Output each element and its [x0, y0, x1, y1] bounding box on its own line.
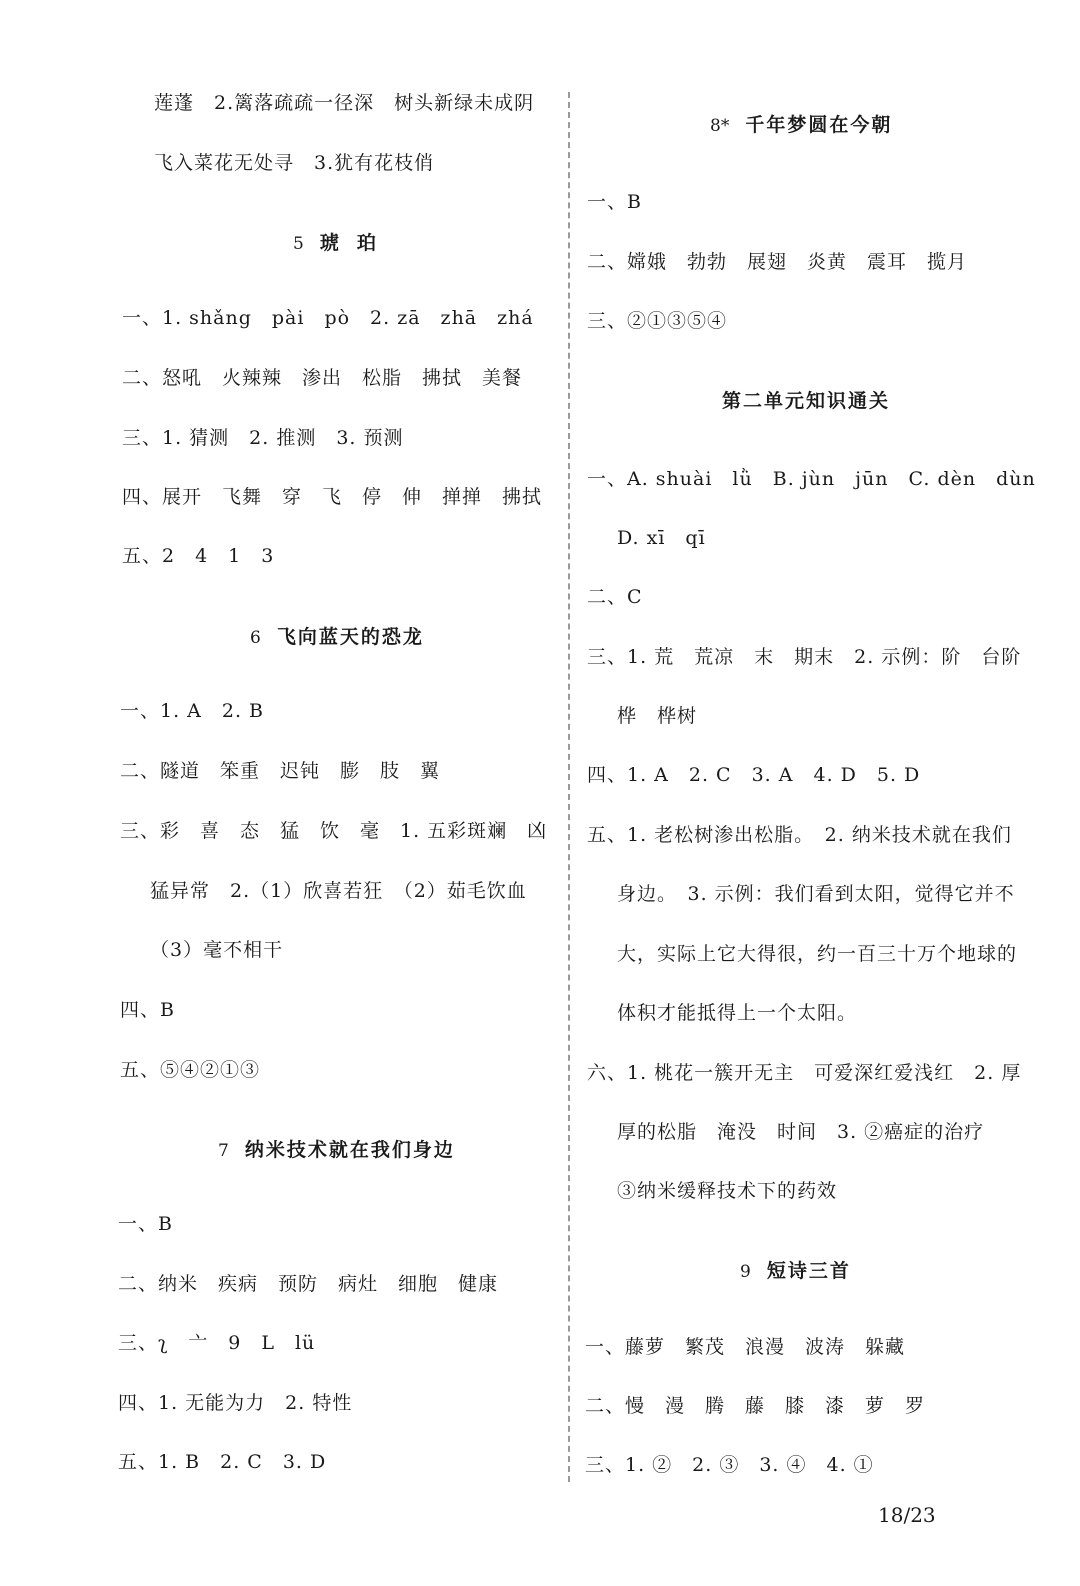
lesson-number: 6	[250, 628, 261, 648]
page-number: 18/23	[878, 1503, 936, 1527]
unit-title: 第二单元知识通关	[722, 390, 891, 412]
answer-line: ③纳米缓释技术下的药效	[617, 1180, 838, 1202]
lesson-heading-7	[218, 1138, 455, 1163]
answer-line: 一、藤萝 繁茂 浪漫 波涛 躲藏	[585, 1336, 906, 1358]
answer-line: 体积才能抵得上一个太阳。	[617, 1002, 858, 1024]
answer-line: 二、嫦娥 勃勃 展翅 炎黄 震耳 揽月	[587, 251, 968, 273]
column-divider	[568, 92, 570, 1482]
answer-line: 四、B	[120, 999, 175, 1021]
answer-line: 身边。 3. 示例：我们看到太阳，觉得它并不	[617, 883, 1015, 905]
answer-line: 五、2 4 1 3	[122, 545, 275, 567]
answer-line: 一、1. shǎng pài pò 2. zā zhā zhá	[122, 307, 534, 329]
lesson-number: 7	[218, 1141, 229, 1161]
lesson-heading-6	[250, 625, 424, 650]
answer-line: 五、1. B 2. C 3. D	[118, 1451, 327, 1473]
answer-line: 莲蓬 2.篱落疏疏一径深 树头新绿未成阴	[154, 92, 535, 114]
lesson-number: 9	[740, 1262, 751, 1282]
lesson-title: 纳米技术就在我们身边	[244, 1139, 455, 1161]
answer-line: 五、⑤④②①③	[120, 1059, 261, 1081]
answer-line: 六、1. 桃花一簇开无主 可爱深红爱浅红 2. 厚	[587, 1062, 1022, 1084]
answer-line: D. xī qī	[617, 527, 706, 549]
answer-line: 二、怒吼 火辣辣 渗出 松脂 拂拭 美餐	[122, 367, 523, 389]
lesson-title: 千年梦圆在今朝	[745, 114, 893, 136]
lesson-heading-9	[740, 1259, 851, 1284]
answer-line: 五、1. 老松树渗出松脂。 2. 纳米技术就在我们	[587, 824, 1012, 846]
answer-line: 大，实际上它大得很，约一百三十万个地球的	[617, 943, 1018, 965]
lesson-heading-8	[710, 113, 892, 138]
answer-line: 四、1. 无能为力 2. 特性	[118, 1392, 353, 1414]
unit-heading	[722, 389, 890, 413]
answer-line: （3）毫不相干	[150, 939, 284, 961]
answer-line: 三、1. ② 2. ③ 3. ④ 4. ①	[585, 1454, 874, 1476]
answer-line: 一、A. shuài lǜ B. jùn jūn C. dèn dùn	[587, 468, 1036, 490]
answer-line: 三、1. 猜测 2. 推测 3. 预测	[122, 427, 404, 449]
answer-line: 三、1. 荒 荒凉 末 期末 2. 示例：阶 台阶	[587, 646, 1022, 668]
answer-line: 桦 桦树	[617, 705, 698, 727]
answer-line: 二、隧道 笨重 迟钝 膨 肢 翼	[120, 760, 441, 782]
answer-line: 三、②①③⑤④	[587, 310, 728, 332]
answer-line: 三、彩 喜 态 猛 饮 毫 1. 五彩斑斓 凶	[120, 820, 548, 842]
answer-line: 四、1. A 2. C 3. A 4. D 5. D	[587, 764, 921, 786]
answer-line: 三、ʅ 亠 9 L lü	[118, 1332, 316, 1354]
lesson-title: 飞向蓝天的恐龙	[276, 626, 424, 648]
answer-line: 一、B	[587, 191, 642, 213]
answer-line: 一、1. A 2. B	[120, 700, 265, 722]
answer-line: 猛异常 2.（1）欣喜若狂 （2）茹毛饮血	[150, 880, 527, 902]
answer-line: 厚的松脂 淹没 时间 3. ②癌症的治疗	[617, 1121, 985, 1143]
lesson-number: 5	[293, 234, 304, 254]
lesson-heading-5	[293, 231, 394, 256]
answer-line: 一、B	[118, 1213, 173, 1235]
answer-line: 飞入菜花无处寻 3.犹有花枝俏	[154, 152, 435, 174]
answer-line: 四、展开 飞舞 穿 飞 停 伸 掸掸 拂拭	[122, 486, 543, 508]
answer-line: 二、慢 漫 腾 藤 膝 漆 萝 罗	[585, 1395, 926, 1417]
lesson-title: 短诗三首	[766, 1260, 851, 1282]
lesson-title: 琥珀	[319, 232, 394, 254]
lesson-number: 8*	[710, 116, 730, 136]
answer-line: 二、纳米 疾病 预防 病灶 细胞 健康	[118, 1273, 499, 1295]
answer-line: 二、C	[587, 586, 643, 608]
